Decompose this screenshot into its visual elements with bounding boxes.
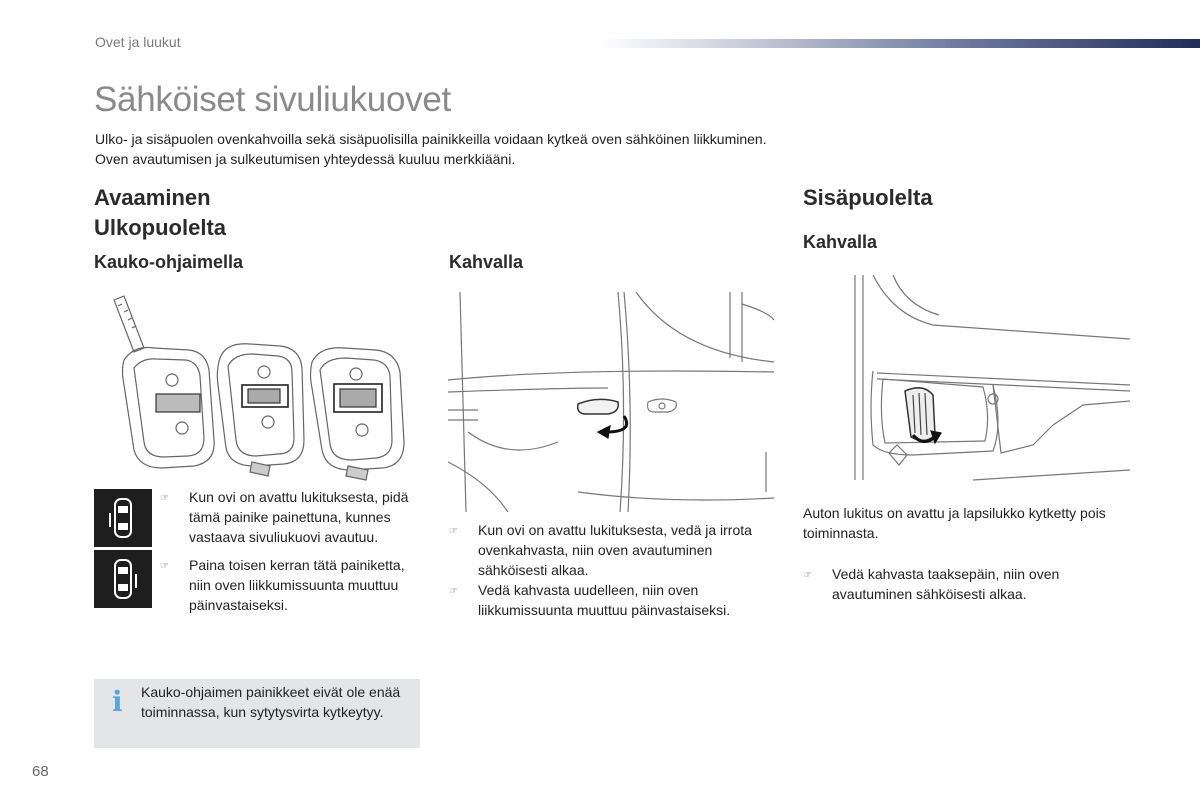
remote-key-illustration	[94, 290, 424, 485]
left-sliding-door-icon	[94, 489, 152, 547]
outside-handle-bullet-list	[449, 520, 779, 620]
subheading-handle-inside: Kahvalla	[803, 232, 878, 252]
info-note-text: Kauko-ohjaimen painikkeet eivät ole enää toiminnassa, kun sytytysvirta kytkeytyy.	[141, 684, 401, 720]
intro-line-1: Ulko- ja sisäpuolen ovenkahvoilla sekä sisäpuolisilla painikkeilla voidaan kytkeä oven sähköinen liikkuminen.	[95, 131, 767, 147]
page-number: 68	[32, 763, 49, 780]
inside-handle-bullet-1	[803, 564, 1103, 604]
heading-opening-line2: Ulkopuolelta	[94, 215, 227, 240]
inside-handle-bullet-list	[803, 564, 1103, 604]
right-sliding-door-icon	[94, 550, 152, 608]
inside-handle-bullet-1-text: Vedä kahvasta taaksepäin, niin oven avautuminen sähköisesti alkaa.	[832, 566, 1060, 602]
remote-bullet-2	[160, 555, 410, 615]
hand-pointer-icon: ☞	[803, 570, 812, 581]
outside-handle-bullet-1	[449, 520, 779, 580]
outside-handle-bullet-1-text: Kun ovi on avattu lukituksesta, vedä ja irrota ovenkahvasta, niin oven avautuminen sähköisesti alkaa.	[478, 522, 752, 578]
subheading-handle-outside: Kahvalla	[449, 252, 524, 272]
hand-pointer-icon: ☞	[160, 493, 169, 504]
heading-inside: Sisäpuolelta	[803, 185, 933, 210]
heading-opening	[94, 183, 226, 243]
remote-bullet-1-text: Kun ovi on avattu lukituksesta, pidä tämä painike painettuna, kunnes vastaava sivuliukuovi avautuu.	[189, 489, 409, 545]
hand-pointer-icon: ☞	[449, 586, 458, 597]
outside-handle-illustration	[448, 292, 774, 512]
inside-handle-illustration	[853, 275, 1130, 485]
info-icon: i	[112, 685, 123, 718]
remote-bullet-list	[160, 487, 410, 623]
outside-handle-bullet-2-text: Vedä kahvasta uudelleen, niin oven liikkumissuunta muuttuu päinvastaiseksi.	[478, 582, 731, 618]
header-bar	[600, 39, 1200, 48]
outside-handle-bullet-2	[449, 580, 779, 620]
intro-line-2: Oven avautumisen ja sulkeutumisen yhteydessä kuuluu merkkiääni.	[95, 151, 516, 167]
inside-note: Auton lukitus on avattu ja lapsilukko kytketty pois toiminnasta.	[803, 505, 1106, 541]
intro-text	[95, 129, 895, 169]
heading-opening-line1: Avaaminen	[94, 185, 211, 210]
section-label: Ovet ja luukut	[95, 34, 181, 50]
hand-pointer-icon: ☞	[160, 561, 169, 572]
remote-bullet-1	[160, 487, 410, 547]
hand-pointer-icon: ☞	[449, 526, 458, 537]
page-title: Sähköiset sivuliukuovet	[94, 80, 451, 119]
remote-bullet-2-text: Paina toisen kerran tätä painiketta, niin oven liikkumissuunta muuttuu päinvastaiseksi.	[189, 557, 405, 613]
info-note	[94, 679, 420, 748]
subheading-remote: Kauko-ohjaimella	[94, 252, 244, 272]
